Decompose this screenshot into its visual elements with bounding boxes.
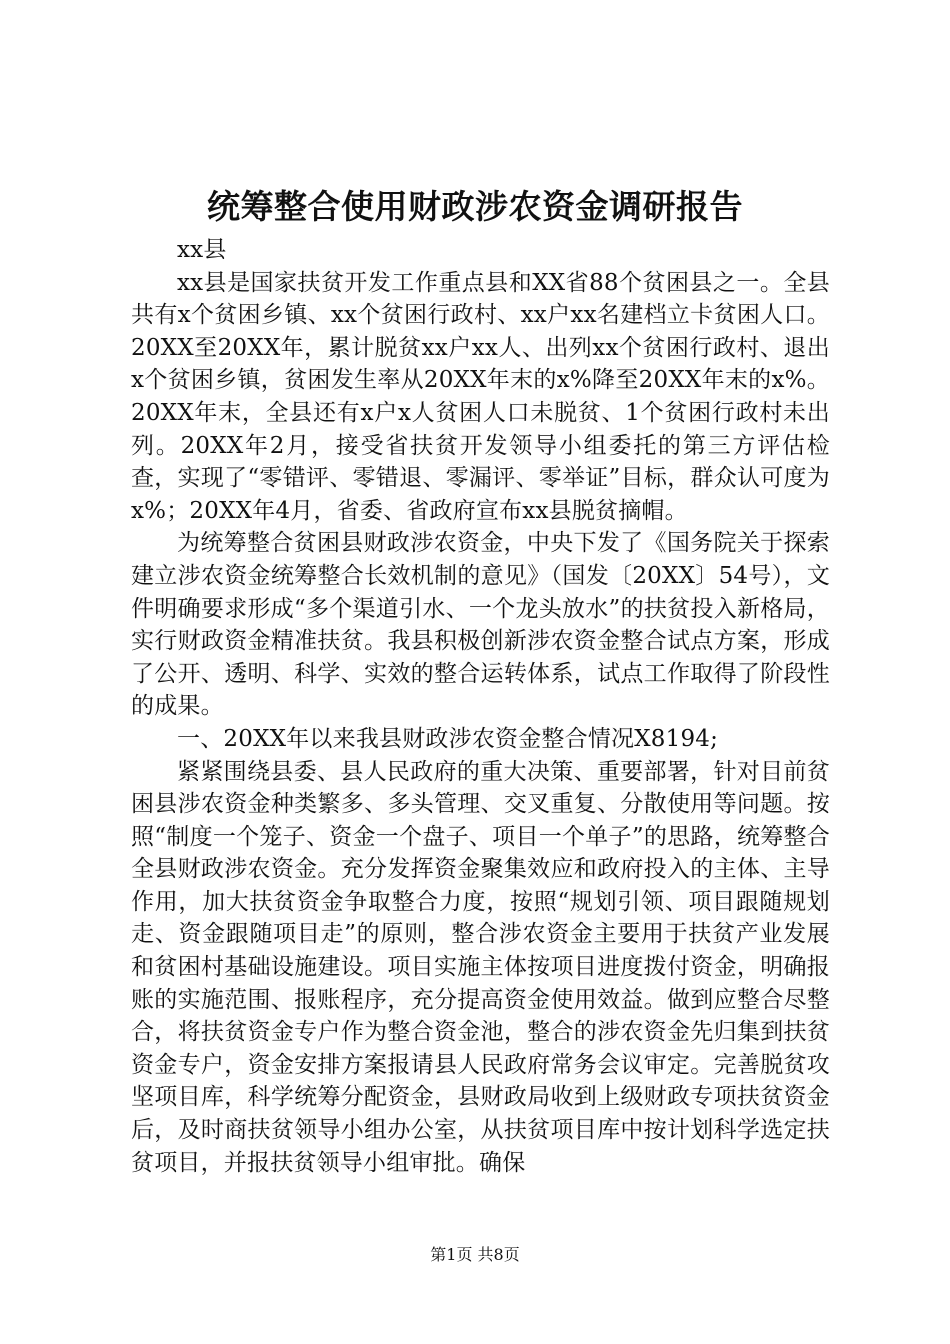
- document-body: [131, 234, 830, 1179]
- paragraph-county: xx县: [177, 237, 227, 263]
- paragraph-policy: 为统筹整合贫困县财政涉农资金，中央下发了《国务院关于探索建立涉农资金统筹整合长效机制的意见》（国发〔20XX〕54号），文件明确要求形成“多个渠道引水、一个龙头放水”的扶贫投入新格局，实行财政资金精准扶贫。我县积极创新涉农资金整合试点方案，形成了公开、透明、科学、实效的整合运转体系，试点工作取得了阶段性的成果。: [131, 530, 830, 720]
- section-heading: 一、20XX年以来我县财政涉农资金整合情况X8194;: [177, 725, 719, 752]
- paragraph-overview: xx县是国家扶贫开发工作重点县和XX省88个贫困县之一。全县共有x个贫困乡镇、xx个贫困行政村、xx户xx名建档立卡贫困人口。20XX至20XX年，累计脱贫xx户xx人、出列xx个贫困行政村、退出x个贫困乡镇，贫困发生率从20XX年末的x%降至20XX年末的x%。20XX年末，全县还有x户x人贫困人口未脱贫、1个贫困行政村未出列。20XX年2月，接受省扶贫开发领导小组委托的第三方评估检查，实现了“零错评、零错退、零漏评、零举证”目标，群众认可度为x%；20XX年4月，省委、省政府宣布xx县脱贫摘帽。: [131, 269, 830, 524]
- paragraph-integration: 紧紧围绕县委、县人民政府的重大决策、重要部署，针对目前贫困县涉农资金种类繁多、多头管理、交叉重复、分散使用等问题。按照“制度一个笼子、资金一个盘子、项目一个单子”的思路，统筹整合全县财政涉农资金。充分发挥资金聚集效应和政府投入的主体、主导作用，加大扶贫资金争取整合力度，按照“规划引领、项目跟随规划走、资金跟随项目走”的原则，整合涉农资金主要用于扶贫产业发展和贫困村基础设施建设。项目实施主体按项目进度拨付资金，明确报账的实施范围、报账程序，充分提高资金使用效益。做到应整合尽整合，将扶贫资金专户作为整合资金池，整合的涉农资金先归集到扶贫资金专户，资金安排方案报请县人民政府常务会议审定。完善脱贫攻坚项目库，科学统筹分配资金，县财政局收到上级财政专项扶贫资金后，及时商扶贫领导小组办公室，从扶贫项目库中按计划科学选定扶贫项目，并报扶贫领导小组审批。确保: [131, 758, 830, 1176]
- document-title: 统筹整合使用财政涉农资金调研报告: [207, 187, 743, 226]
- page-footer: 第1页 共8页: [430, 1245, 520, 1264]
